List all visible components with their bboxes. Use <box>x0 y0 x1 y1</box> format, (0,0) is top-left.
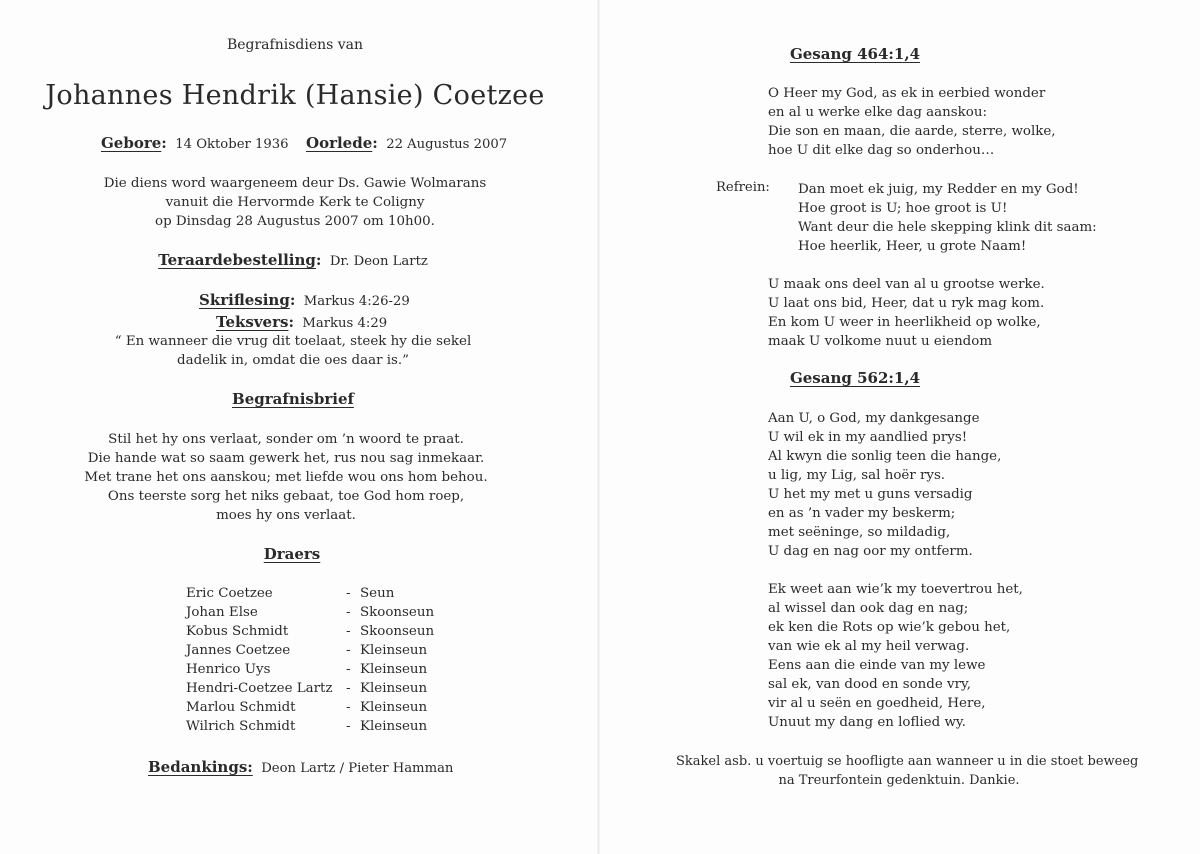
closing-note <box>676 752 1139 790</box>
deceased-name: Johannes Hendrik (Hansie) Coetzee <box>45 80 545 111</box>
bearer-role: Kleinseun <box>360 681 428 696</box>
hymn-line: Ek weet aan wie’k my toevertrou het, <box>768 582 1023 597</box>
hymn-line: U wil ek in my aandlied prys! <box>768 430 968 445</box>
thanks-label: Bedankings: <box>148 758 253 776</box>
burial-line: Teraardebestelling: Dr. Deon Lartz <box>158 251 428 269</box>
born-line: Gebore: 14 Oktober 1936 <box>101 134 289 152</box>
burial-label: Teraardebestelling <box>158 251 316 269</box>
hymn-line: van wie ek al my heil verwag. <box>768 639 970 654</box>
hymn-line: Unuut my dang en loflied wy. <box>768 715 966 730</box>
bearer-role: Skoonseun <box>360 605 435 620</box>
hymn-line: u lig, my Lig, sal hoër rys. <box>768 468 946 483</box>
hymn-line: sal ek, van dood en sonde vry, <box>768 677 972 692</box>
died-date: 22 Augustus 2007 <box>386 137 508 152</box>
bearer-dash: - <box>346 719 351 734</box>
service-line: op Dinsdag 28 Augustus 2007 om 10h00. <box>155 214 435 229</box>
text-value: Markus 4:29 <box>302 316 388 331</box>
refrain-line: Dan moet ek juig, my Redder en my God! <box>798 182 1079 197</box>
bearer-name: Johan Else <box>186 605 258 620</box>
scripture-quote <box>0 332 586 370</box>
bearer-dash: - <box>346 662 351 677</box>
hymn1-verse1 <box>768 84 1056 160</box>
quote-line: dadelik in, omdat die oes daar is.” <box>177 353 409 368</box>
bearer-dash: - <box>346 605 351 620</box>
hymn-line: maak U volkome nuut u eiendom <box>768 334 993 349</box>
left-page <box>0 0 597 854</box>
hymn-line: U dag en nag oor my ontferm. <box>768 544 973 559</box>
hymn-line: en al u werke elke dag aanskou: <box>768 105 987 120</box>
bearer-name: Marlou Schmidt <box>186 700 296 715</box>
hymn-line: U het my met u guns versadig <box>768 487 973 502</box>
hymn-line: En kom U weer in heerlikheid op wolke, <box>768 315 1041 330</box>
service-line: Die diens word waargeneem deur Ds. Gawie Wolmarans <box>103 176 487 191</box>
bearer-dash: - <box>346 643 351 658</box>
thanks-line <box>148 758 453 776</box>
letter-line: Die hande wat so saam gewerk het, rus nou sag inmekaar. <box>87 451 485 466</box>
died-label: Oorlede <box>306 134 373 152</box>
refrain-line: Want deur die hele skepping klink dit saam: <box>798 220 1097 235</box>
service-line: vanuit die Hervormde Kerk te Coligny <box>165 195 425 210</box>
closing-line: na Treurfontein gedenktuin. Dankie. <box>778 773 1020 788</box>
hymn-line: ek ken die Rots op wie’k gebou het, <box>768 620 1011 635</box>
bearer-dash: - <box>346 586 351 601</box>
born-label: Gebore <box>101 134 162 152</box>
bearer-role: Kleinseun <box>360 662 428 677</box>
intro-text: Begrafnisdiens van <box>226 37 364 53</box>
hymn1-heading: Gesang 464:1,4 <box>789 45 921 63</box>
hymn-line: Aan U, o God, my dankgesange <box>768 411 980 426</box>
closing-line: Skakel asb. u voertuig se hoofligte aan wanneer u in die stoet beweeg <box>676 754 1139 769</box>
reading-label: Skriflesing <box>199 291 290 309</box>
reading-value: Markus 4:26-29 <box>303 294 410 309</box>
bearer-name: Hendri-Coetzee Lartz <box>186 681 333 696</box>
letter-line: moes hy ons verlaat. <box>216 508 356 523</box>
refrain-label: Refrein: <box>716 180 770 195</box>
right-page <box>600 0 1200 854</box>
funeral-letter <box>0 430 572 525</box>
hymn-line: Eens aan die einde van my lewe <box>768 658 986 673</box>
bearer-dash: - <box>346 624 351 639</box>
hymn-line: O Heer my God, as ek in eerbied wonder <box>768 86 1046 101</box>
refrain <box>798 180 1097 256</box>
text-label: Teksvers <box>216 313 289 331</box>
hymn2-heading: Gesang 562:1,4 <box>789 369 921 387</box>
born-date: 14 Oktober 1936 <box>175 137 289 152</box>
refrain-line: Hoe heerlik, Heer, u grote Naam! <box>798 239 1027 254</box>
reading-line: Skriflesing: Markus 4:26-29 <box>199 291 410 309</box>
bearer-role: Seun <box>360 586 395 601</box>
text-line: Teksvers: Markus 4:29 <box>216 313 388 331</box>
hymn-line: met seëninge, so mildadig, <box>768 525 951 540</box>
hymn1-verse2 <box>768 275 1045 351</box>
quote-line: “ En wanneer die vrug dit toelaat, steek hy die sekel <box>114 334 472 349</box>
letter-line: Ons teerste sorg het niks gebaat, toe God hom roep, <box>107 489 465 504</box>
hymn-line: al wissel dan ook dag en nag; <box>768 601 969 616</box>
hymn-line: en as ’n vader my beskerm; <box>768 506 956 521</box>
hymn2-verse2 <box>768 580 1023 732</box>
bearer-name: Wilrich Schmidt <box>186 719 296 734</box>
service-details <box>0 174 590 231</box>
burial-value: Dr. Deon Lartz <box>329 254 428 269</box>
died-line: Oorlede: 22 Augustus 2007 <box>306 134 508 152</box>
letter-line: Stil het hy ons verlaat, sonder om ’n woord te praat. <box>108 432 464 447</box>
thanks-value: Deon Lartz / Pieter Hamman <box>261 761 454 776</box>
hymn-line: Die son en maan, die aarde, sterre, wolke, <box>768 124 1056 139</box>
letter-heading: Begrafnisbrief <box>232 390 354 408</box>
bearer-role: Kleinseun <box>360 643 428 658</box>
hymn-line: Al kwyn die sonlig teen die hange, <box>768 449 1002 464</box>
hymn2-verse1 <box>768 409 1001 561</box>
bearer-role: Skoonseun <box>360 624 435 639</box>
bearers-heading: Draers <box>263 545 321 563</box>
bearer-name: Henrico Uys <box>186 662 271 677</box>
bearer-role: Kleinseun <box>360 700 428 715</box>
bearer-name: Kobus Schmidt <box>186 624 289 639</box>
hymn-line: vir al u seën en goedheid, Here, <box>768 696 986 711</box>
bearer-name: Eric Coetzee <box>186 586 273 601</box>
hymn-line: U maak ons deel van al u grootse werke. <box>768 277 1045 292</box>
refrain-line: Hoe groot is U; hoe groot is U! <box>798 201 1008 216</box>
bearer-name: Jannes Coetzee <box>186 643 291 658</box>
bearer-dash: - <box>346 681 351 696</box>
bearer-role: Kleinseun <box>360 719 428 734</box>
hymn-line: hoe U dit elke dag so onderhou… <box>768 143 995 158</box>
bearer-dash: - <box>346 700 351 715</box>
hymn-line: U laat ons bid, Heer, dat u ryk mag kom. <box>768 296 1045 311</box>
letter-line: Met trane het ons aanskou; met liefde wou ons hom behou. <box>84 470 488 485</box>
